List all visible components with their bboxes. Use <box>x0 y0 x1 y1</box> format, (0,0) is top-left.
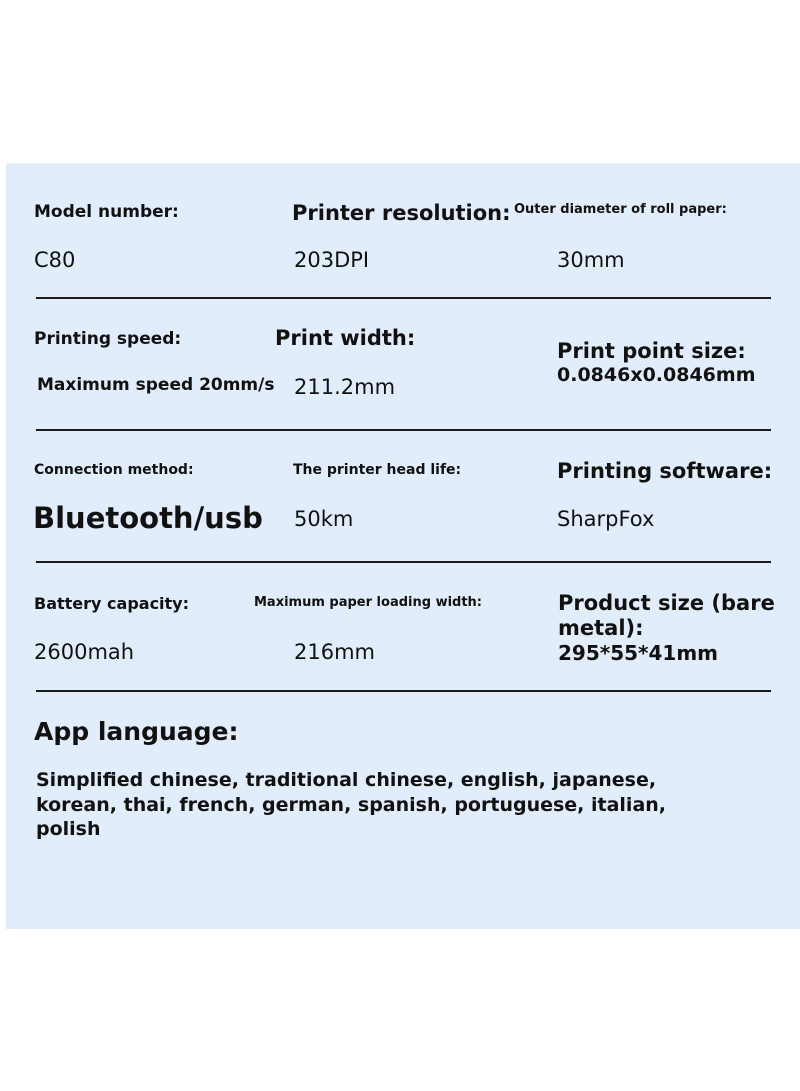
connection-method-label: Connection method: <box>34 462 194 478</box>
printing-software-value: SharpFox <box>557 507 655 531</box>
product-size-value: 295*55*41mm <box>558 641 719 665</box>
divider-2 <box>36 429 771 431</box>
print-point-size-value: 0.0846x0.0846mm <box>557 364 756 386</box>
app-language-line-3: polish <box>36 818 101 840</box>
head-life-value: 50km <box>294 507 354 531</box>
head-life-label: The printer head life: <box>293 462 462 478</box>
divider-4 <box>36 690 771 692</box>
max-paper-width-label: Maximum paper loading width: <box>254 595 483 610</box>
app-language-line-1: Simplified chinese, traditional chinese, english, japanese, <box>36 769 657 791</box>
model-number-label: Model number: <box>34 202 179 222</box>
print-point-size-label: Print point size: <box>557 339 746 363</box>
app-language-line-2: korean, thai, french, german, spanish, portuguese, italian, <box>36 794 667 816</box>
print-width-label: Print width: <box>275 326 416 350</box>
battery-capacity-label: Battery capacity: <box>34 594 190 613</box>
printer-resolution-label: Printer resolution: <box>292 201 511 225</box>
product-size-label-line2: metal): <box>558 616 644 640</box>
roll-diameter-value: 30mm <box>557 248 625 272</box>
connection-method-value: Bluetooth/usb <box>33 501 263 535</box>
print-width-value: 211.2mm <box>294 375 396 399</box>
model-number-value: C80 <box>34 248 76 272</box>
printing-speed-label: Printing speed: <box>34 329 182 349</box>
divider-3 <box>36 561 771 563</box>
max-paper-width-value: 216mm <box>294 640 375 664</box>
printing-speed-value: Maximum speed 20mm/s <box>37 375 275 395</box>
printer-resolution-value: 203DPI <box>294 248 370 272</box>
product-size-label-line1: Product size (bare <box>558 591 775 615</box>
roll-diameter-label: Outer diameter of roll paper: <box>514 202 727 217</box>
divider-1 <box>36 297 771 299</box>
battery-capacity-value: 2600mah <box>34 640 135 664</box>
app-language-label: App language: <box>34 717 239 746</box>
printing-software-label: Printing software: <box>557 459 773 483</box>
